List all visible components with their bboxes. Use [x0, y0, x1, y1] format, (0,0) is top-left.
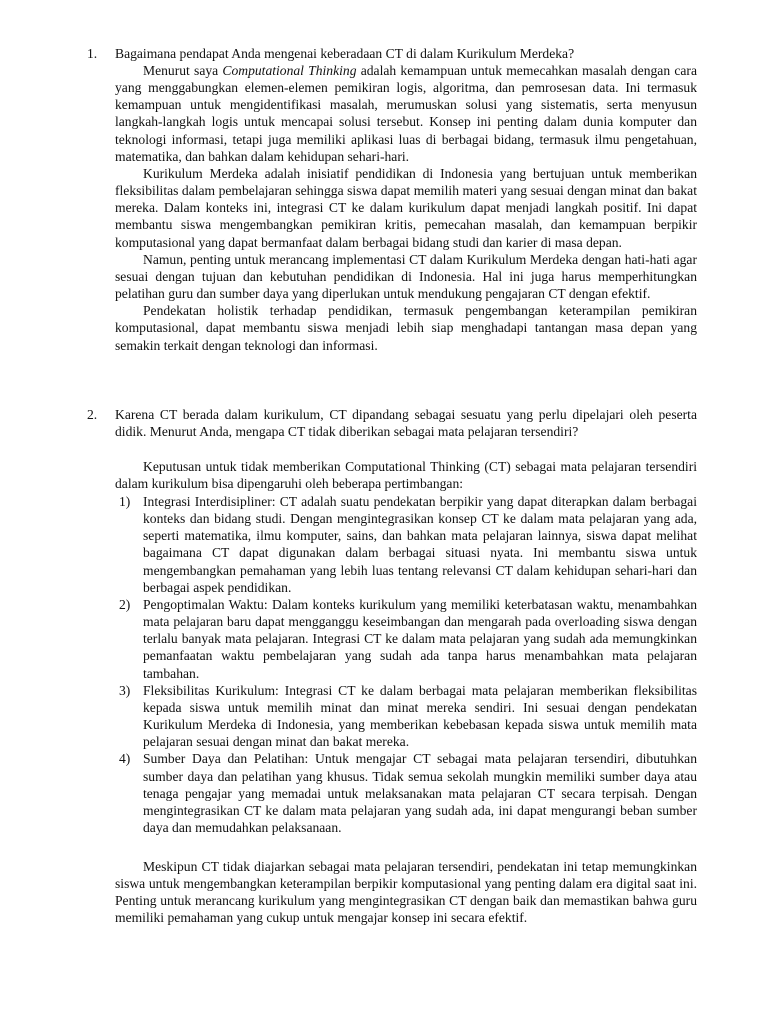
- answer-1: [115, 62, 697, 354]
- question-number: 2.: [87, 407, 98, 422]
- reasons-list: [115, 493, 697, 836]
- question-number: 1.: [87, 46, 98, 61]
- answer-paragraph: Keputusan untuk tidak memberikan Computational Thinking (CT) sebagai mata pelajaran tersendiri dalam kurikulum bisa dipengaruhi oleh beberapa pertimbangan:: [115, 459, 697, 492]
- answer-2-conclusion: [115, 858, 697, 927]
- answer-paragraph: Menurut saya Computational Thinking adalah kemampuan untuk memecahkan masalah dengan cara yang menggabungkan elemen-elemen pemikiran logis, algoritma, dan pemrosesan data. Ini termasuk kemampuan untuk mengidentifikasi masalah, merumuskan solusi yang sistematis, serta menyusun langkah-langkah logis untuk mencapai solusi tersebut. Konsep ini penting dalam dunia komputer dan teknologi informasi, tetapi juga memiliki aplikasi luas di berbagai bidang, termasuk ilmu pengetahuan, matematika, dan bahkan dalam kehidupan sehari-hari.: [115, 63, 697, 164]
- answer-paragraph: Kurikulum Merdeka adalah inisiatif pendidikan di Indonesia yang bertujuan untuk memberikan fleksibilitas dalam pembelajaran sehingga siswa dapat memilih materi yang sesuai dengan minat dan bakat mereka. Dalam konteks ini, integrasi CT ke dalam kurikulum dapat menjadi langkah positif. Ini dapat membantu siswa mengembangkan pemikiran kritis, pemecahan masalah, dan kemampuan berpikir komputasional yang dapat bermanfaat dalam berbagai bidang studi dan karier di masa depan.: [115, 165, 697, 250]
- answer-paragraph: Namun, penting untuk merancang implementasi CT dalam Kurikulum Merdeka dengan hati-hati agar sesuai dengan tujuan dan kebutuhan pendidikan di Indonesia. Hal ini juga harus memperhitungkan pelatihan guru dan sumber daya yang diperlukan untuk mendukung pengajaran CT dengan efektif.: [115, 251, 697, 302]
- question-text: Bagaimana pendapat Anda mengenai keberadaan CT di dalam Kurikulum Merdeka?: [115, 46, 575, 61]
- question-text: Karena CT berada dalam kurikulum, CT dipandang sebagai sesuatu yang perlu dipelajari oleh peserta didik. Menurut Anda, mengapa CT tidak diberikan sebagai mata pelajaran tersendiri?: [115, 407, 697, 440]
- list-item: 1) Integrasi Interdisipliner: CT adalah suatu pendekatan berpikir yang dapat diterapkan dalam berbagai konteks dan bidang studi. Dengan mengintegrasikan konsep CT ke dalam mata pelajaran yang ada, seperti matematika, ilmu komputer, sains, dan bahkan mata pelajaran lainnya, siswa dapat melihat bagaimana CT dapat digunakan dalam berbagai situasi nyata. Ini membantu siswa untuk mengembangkan pemahaman yang lebih luas tentang relevansi CT dalam kehidupan sehari-hari dan berbagai aspek pendidikan.: [119, 494, 697, 595]
- emphasis-term: Computational Thinking: [222, 63, 357, 78]
- question-1: [87, 45, 697, 62]
- list-item: 3) Fleksibilitas Kurikulum: Integrasi CT ke dalam berbagai mata pelajaran memberikan fleksibilitas kepada siswa untuk memilih minat dan minat mereka sendiri. Ini sesuai dengan pendekatan Kurikulum Merdeka di Indonesia, yang memberikan kebebasan kepada siswa untuk memilih mata pelajaran sesuai dengan minat dan bakat mereka.: [119, 682, 697, 750]
- question-2: [87, 406, 697, 440]
- list-item: 2) Pengoptimalan Waktu: Dalam konteks kurikulum yang memiliki keterbatasan waktu, menambahkan mata pelajaran baru dapat mengganggu keseimbangan dan mengarah pada overloading siswa dengan terlalu banyak mata pelajaran. Integrasi CT ke dalam mata pelajaran yang sudah ada memungkinkan pemanfaatan waktu pembelajaran yang sudah ada tanpa harus menambahkan mata pelajaran tambahan.: [119, 596, 697, 681]
- answer-paragraph: Pendekatan holistik terhadap pendidikan, termasuk pengembangan keterampilan pemikiran komputasional, dapat membantu siswa menjadi lebih siap menghadapi tantangan masa depan yang semakin terkait dengan teknologi dan informasi.: [115, 303, 697, 353]
- list-item: 4) Sumber Daya dan Pelatihan: Untuk mengajar CT sebagai mata pelajaran tersendiri, dibutuhkan sumber daya dan pelatihan yang khusus. Tidak semua sekolah mungkin memiliki sumber daya atau tenaga pengajar yang memadai untuk melaksanakan mata pelajaran CT secara terpisah. Dengan mengintegrasikan CT ke dalam mata pelajaran yang sudah ada, ini dapat mengurangi beban sumber daya dan memudahkan pelaksanaan.: [119, 751, 697, 835]
- answer-2-intro: [115, 458, 697, 492]
- answer-paragraph: Meskipun CT tidak diajarkan sebagai mata pelajaran tersendiri, pendekatan ini tetap memungkinkan siswa untuk mengembangkan keterampilan berpikir komputasional yang penting dalam era digital saat ini. Penting untuk merancang kurikulum yang mengintegrasikan CT dengan baik dan memastikan bahwa guru memiliki pemahaman yang cukup untuk mengajar konsep ini secara efektif.: [115, 859, 697, 926]
